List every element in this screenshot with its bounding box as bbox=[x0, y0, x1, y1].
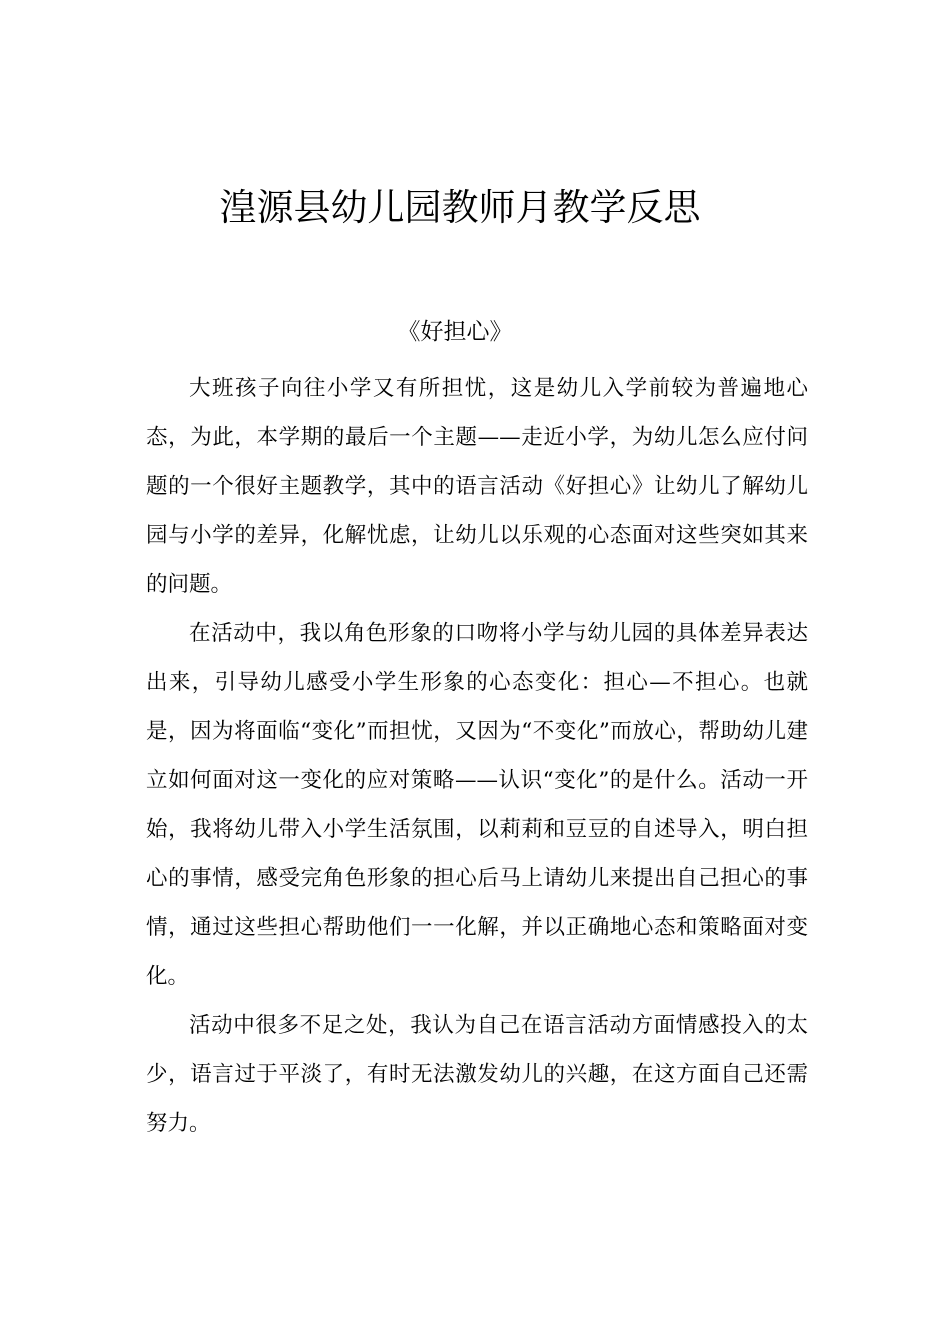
section-title: 《好担心》 bbox=[397, 319, 513, 345]
paragraph-1: 大班孩子向往小学又有所担忧，这是幼儿入学前较为普遍地心态，为此，本学期的最后一个主题——走近小学，为幼儿怎么应付问题的一个很好主题教学，其中的语言活动《好担心》让幼儿了解幼儿园与小学的差异，化解忧虑，让幼儿以乐观的心态面对这些突如其来的问题。 bbox=[146, 376, 808, 597]
document-title: 湟源县幼儿园教师月教学反思 bbox=[219, 186, 701, 229]
document-body bbox=[146, 364, 808, 1148]
paragraph-2: 在活动中，我以角色形象的口吻将小学与幼儿园的具体差异表达出来，引导幼儿感受小学生形象的心态变化：担心—不担心。也就是，因为将面临“变化”而担忧，又因为“不变化”而放心，帮助幼儿建立如何面对这一变化的应对策略——认识“变化”的是什么。活动一开始，我将幼儿带入小学生活氛围，以莉莉和豆豆的自述导入，明白担心的事情，感受完角色形象的担心后马上请幼儿来提出自己担心的事情，通过这些担心帮助他们一一化解，并以正确地心态和策略面对变化。 bbox=[146, 621, 808, 989]
paragraph-3: 活动中很多不足之处，我认为自己在语言活动方面情感投入的太少，语言过于平淡了，有时无法激发幼儿的兴趣，在这方面自己还需努力。 bbox=[146, 1013, 808, 1136]
